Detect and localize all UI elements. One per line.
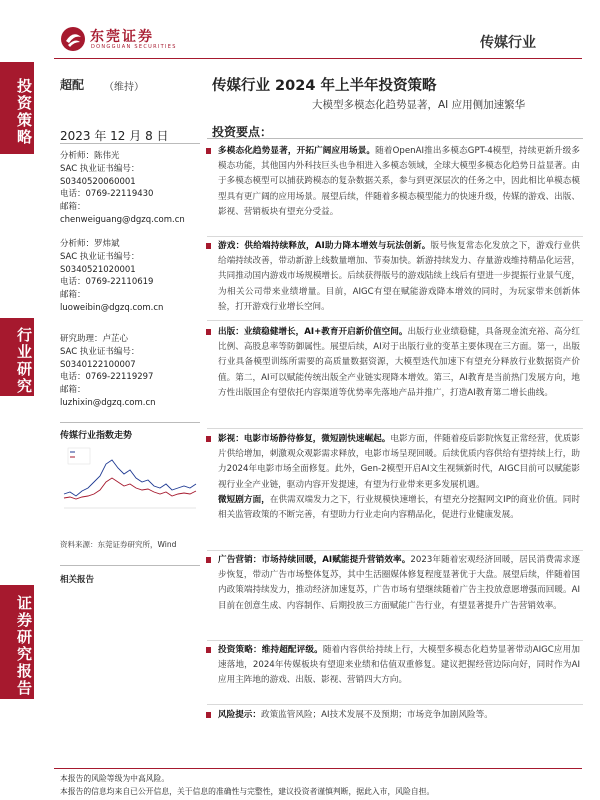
point-divider xyxy=(207,704,583,705)
key-point xyxy=(206,325,580,401)
date-divider xyxy=(60,143,200,144)
analyst-email-label: 邮箱： xyxy=(60,202,86,213)
series-line-index-1 xyxy=(64,460,196,496)
analyst-cert-no: S0340521020001 xyxy=(60,264,136,275)
brand-name-en: DONGGUAN SECURITIES xyxy=(91,44,177,50)
mini-chart-title: 传媒行业指数走势 xyxy=(60,431,133,441)
key-point xyxy=(206,432,580,523)
key-point-body: 版号恢复常态化发放之下，游戏行业供给端持续改善，带动新游上线数量增加、节奏加快。新游持续发力、存量游戏维持精品化运营，共同推动国内游戏市场规模增长。后续获得版号的游戏陆续上线后有望进一步提振行业景气度，为相关公司带来业绩增量。目前，AIGC有望在赋能游戏降本增效的同时，为玩家带来创新体验，打开游戏行业增长空间。 xyxy=(218,241,580,312)
side-label-industry-research: 行业研究 xyxy=(0,318,34,396)
index-trend-chart xyxy=(60,442,200,532)
analyst-name: 分析师：陈伟光 xyxy=(60,151,120,161)
rating-note: （维持） xyxy=(104,82,144,93)
side-label-strategy: 投资策略 xyxy=(0,62,34,154)
analyst-block xyxy=(60,150,185,227)
point-divider xyxy=(207,428,583,429)
key-point-body: 2023年随着宏观经济回暖，居民消费需求逐步恢复，带动广告市场整体复苏，其中生活圈媒体修复程度显著优于大盘。展望后续，伴随着国内政策端持续发力，推动经济加速复苏，广告市场有望继续随着广告主投放意愿增强而回暖。AI目前在创意生成、内容制作、后期投放三方面赋能广告行业，有望显著提升广告营销效率。 xyxy=(218,555,581,611)
analyst-name: 研究助理：卢芷心 xyxy=(60,334,129,344)
chart-divider xyxy=(60,422,200,423)
related-divider xyxy=(60,565,200,566)
brand-logo-icon xyxy=(60,26,86,52)
point-divider xyxy=(207,320,583,321)
analyst-cert-label: SAC 执业证书编号： xyxy=(60,251,140,262)
analyst-email[interactable]: luzhixin@dgzq.com.cn xyxy=(60,397,156,408)
key-point-heading: 出版：业绩稳健增长，AI+教育开启新价值空间。 xyxy=(218,327,408,337)
key-point-heading: 影视：电影市场静待修复，微短剧快速崛起。 xyxy=(218,434,391,444)
bullet-icon xyxy=(206,243,211,249)
chart-legend-box xyxy=(68,448,90,464)
analyst-cert-no: S0340122100007 xyxy=(60,359,136,370)
bullet-icon xyxy=(206,148,211,154)
brand-logo xyxy=(60,24,190,54)
related-reports-heading: 相关报告 xyxy=(60,575,95,585)
footer-risk-level: 本报告的风险等级为中高风险。 xyxy=(60,774,170,783)
analyst-email[interactable]: chenweiguang@dgzq.com.cn xyxy=(60,214,185,225)
analyst-name: 分析师：罗炜斌 xyxy=(60,239,120,249)
footer-disclaimer: 本报告的信息均来自已公开信息，关于信息的准确性与完整性，建议投资者谨慎判断，据此入市，风险自担。 xyxy=(60,787,435,796)
analyst-phone: 电话：0769-22119430 xyxy=(60,189,154,200)
key-point-body: 随着内容供给持续上行，大模型多模态化趋势显著带动AIGC应用加速落地，2024年传媒板块有望迎来业绩和估值双重修复。建议把握经营边际向好，同时作为AI应用主阵地的游戏、出版、影视、营销四大方向。 xyxy=(218,645,580,686)
header-divider xyxy=(54,58,582,59)
key-point-subheading: 微短剧方面， xyxy=(218,494,270,505)
key-point xyxy=(206,553,580,614)
report-date: 2023 年 12 月 8 日 xyxy=(60,129,169,143)
analyst-phone: 电话：0769-22110619 xyxy=(60,277,154,288)
bullet-icon xyxy=(206,712,211,718)
analyst-phone: 电话：0769-22119297 xyxy=(60,372,154,383)
bullet-icon xyxy=(206,647,211,653)
key-point-subbody: 在供需双端发力之下，行业规模快速增长，有望充分挖掘网文IP的商业价值。同时相关监管政策的不断完善，有望助力行业走向内容精品化，促进行业健康发展。 xyxy=(218,494,580,521)
key-point-body: 随着OpenAI推出多模态GPT-4模型，持续更新升级多模态功能，其他国内外科技巨头也争相进入多模态领域，全球大模型多模态化趋势日益显著。由于多模态模型可以捕获跨模态的复杂数据关系，参与到更深层次的任务之中，因此相比单模态模型具有更广阔的应用场景。展望后续，伴随着多模态模型能力的快速升级，传媒的游戏、出版、影视、营销板块有望充分受益。 xyxy=(218,146,580,217)
key-point-heading: 游戏：供给端持续释放，AI助力降本增效与玩法创新。 xyxy=(218,241,431,251)
header-industry: 传媒行业 xyxy=(480,35,536,51)
key-point-heading: 投资策略：维持超配评级。 xyxy=(218,645,323,655)
analyst-block xyxy=(60,238,163,315)
key-point xyxy=(206,239,580,315)
key-point-body: 政策监管风险；AI技术发展不及预期；市场竞争加剧风险等。 xyxy=(260,710,493,720)
analyst-cert-label: SAC 执业证书编号： xyxy=(60,346,140,357)
key-point-heading: 广告营销：市场持续回暖，AI赋能提升营销效率。 xyxy=(218,555,411,565)
key-point-body: 电影方面，伴随着疫后影院恢复正常经营，优质影片供给增加，刺激观众观影需求释放，电影市场呈现回暖。后续优质内容供给有望持续上行，助力2024年电影市场全面修复。此外，Gen-2模型开启AI文生视频新时代，AIGC目前可以赋能影视行业全产业链，驱动内容开发提速，有望为行业带来更多发展机遇。 xyxy=(218,434,580,490)
brand-name-cn: 东莞证券 xyxy=(90,29,154,45)
key-points-title: 投资要点： xyxy=(212,125,273,139)
key-point-body: 出版行业业绩稳健，具备现金流充裕、高分红比例、高股息率等防御属性。展望后续，AI对于出版行业的变革主要体现在三方面。第一，出版行业具备模型训练所需要的高质量数据资源，大模型迭代加速下有望充分释放行业数据资产价值。第二，AI可以赋能传统出版全产业链实现降本增效。第三，AI教育是当前热门发展方向，地方性出版国企有望依托内容渠道等优势率先落地产品并推广，打造AI教育第二增长曲线。 xyxy=(218,327,580,398)
report-subtitle: 大模型多模态化趋势显著，AI 应用侧加速繁华 xyxy=(312,99,526,111)
analyst-email-label: 邮箱： xyxy=(60,385,86,396)
point-divider xyxy=(207,550,583,551)
bullet-icon xyxy=(206,436,211,442)
rating-label: 超配 xyxy=(60,78,85,92)
key-point xyxy=(206,643,580,689)
side-label-securities-report: 证券研究报告 xyxy=(0,585,34,699)
mini-chart-source: 资料来源：东莞证券研究所，Wind xyxy=(60,540,177,549)
point-divider xyxy=(207,640,583,641)
page-header xyxy=(0,0,600,62)
key-point xyxy=(206,708,580,723)
key-point-heading: 风险提示： xyxy=(218,710,261,720)
analyst-email-label: 邮箱： xyxy=(60,290,86,301)
footer-divider xyxy=(54,768,582,769)
bullet-icon xyxy=(206,329,211,335)
analyst-block xyxy=(60,333,156,410)
analyst-cert-no: S0340520060001 xyxy=(60,176,136,187)
key-point xyxy=(206,144,580,220)
analyst-email[interactable]: luoweibin@dgzq.com.cn xyxy=(60,302,164,313)
key-point-heading: 多模态化趋势显著，开拓广阔应用场景。 xyxy=(218,146,376,156)
point-divider xyxy=(207,236,583,237)
report-title: 传媒行业 2024 年上半年投资策略 xyxy=(212,78,437,94)
analyst-cert-label: SAC 执业证书编号： xyxy=(60,163,140,174)
bullet-icon xyxy=(206,557,211,563)
